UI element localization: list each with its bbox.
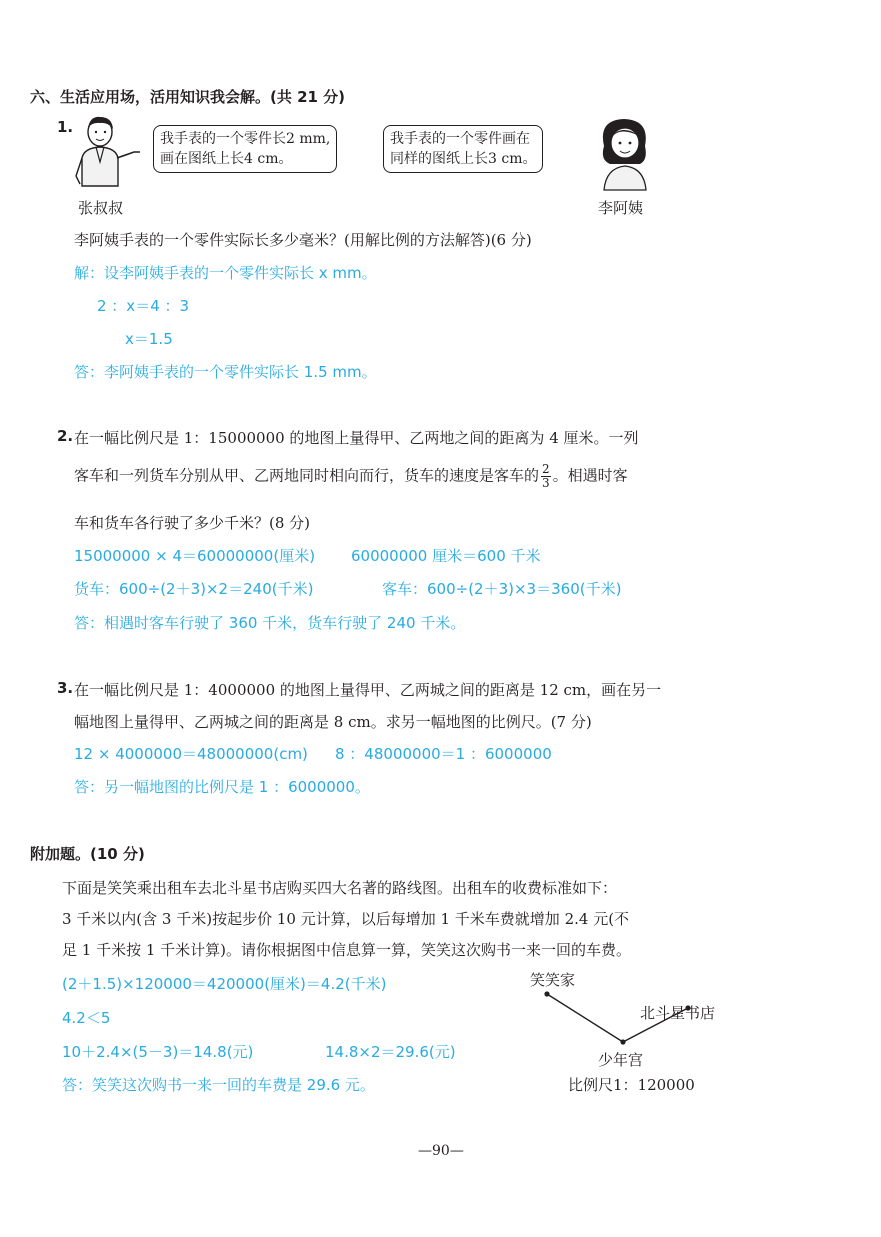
bonus-answer-line1: (2＋1.5)×120000＝420000(厘米)＝4.2(千米) <box>62 975 387 993</box>
aunt-figure-icon <box>590 116 660 192</box>
name-right: 李阿姨 <box>598 199 644 217</box>
q2-answer-line1a: 15000000 × 4＝60000000(厘米) <box>74 547 316 565</box>
uncle-figure-icon <box>68 114 148 194</box>
route-home-palace <box>547 994 623 1042</box>
section-title: 六、生活应用场，活用知识我会解。(共 21 分) <box>30 88 346 106</box>
q3-answer-line1a: 12 × 4000000＝48000000(cm) <box>74 745 308 763</box>
question-number: 3. <box>57 679 74 697</box>
bubble-right-line2: 同样的图纸上长3 cm。 <box>390 151 537 167</box>
speech-bubble-right <box>383 125 543 173</box>
q3-answer-line1b: 8 ：48000000＝1 ：6000000 <box>335 745 552 763</box>
fraction-numerator: 2 <box>542 462 550 476</box>
bonus-text-line1: 下面是笑笑乘出租车去北斗星书店购买四大名著的路线图。出租车的收费标准如下： <box>62 879 618 897</box>
q1-answer-line4: 答：李阿姨手表的一个零件实际长 1.5 mm。 <box>74 363 377 381</box>
bonus-text-line3: 足 1 千米按 1 千米计算)。请你根据图中信息算一算，笑笑这次购书一来一回的车费。 <box>62 941 632 959</box>
fraction <box>541 463 551 490</box>
bubble-left-line1: 我手表的一个零件长2 mm, <box>160 131 331 147</box>
q3-answer-line2: 答：另一幅地图的比例尺是 1 ：6000000。 <box>74 778 370 796</box>
bonus-answer-line3b: 14.8×2＝29.6(元) <box>325 1043 456 1061</box>
q2-text-line2-part1: 客车和一列货车分别从甲、乙两地同时相向而行，货车的速度是客车的 <box>74 466 540 485</box>
q2-text-line1: 在一幅比例尺是 1：15000000 的地图上量得甲、乙两地之间的距离为 4 厘米。一列 <box>74 429 639 447</box>
q2-text-line2 <box>74 463 628 490</box>
map-label-home: 笑笑家 <box>530 971 576 989</box>
question-number: 1. <box>57 118 74 136</box>
q2-answer-line2b: 客车：600÷(2＋3)×3＝360(千米) <box>382 580 622 598</box>
question-number: 2. <box>57 427 74 445</box>
q2-text-line2-part2: 。相遇时客 <box>552 466 628 485</box>
q2-text-line3: 车和货车各行驶了多少千米？(8 分) <box>74 514 311 532</box>
palace-point-icon <box>620 1039 625 1044</box>
q1-answer-line2: 2 ：x＝4 ：3 <box>97 297 190 315</box>
q1-text: 李阿姨手表的一个零件实际长多少毫米？(用解比例的方法解答)(6 分) <box>74 231 532 249</box>
bonus-answer-line4: 答：笑笑这次购书一来一回的车费是 29.6 元。 <box>62 1076 375 1094</box>
home-point-icon <box>544 991 549 996</box>
name-left: 张叔叔 <box>78 199 124 217</box>
bonus-text-line2: 3 千米以内(含 3 千米)按起步价 10 元计算，以后每增加 1 千米车费就增加 2.4 元(不 <box>62 910 630 928</box>
speech-bubble-left <box>153 125 337 173</box>
fraction-denominator: 3 <box>542 476 550 490</box>
q3-text-line2: 幅地图上量得甲、乙两城之间的距离是 8 cm。求另一幅地图的比例尺。(7 分) <box>74 713 592 731</box>
bubble-right-line1: 我手表的一个零件画在 <box>390 131 530 147</box>
q1-answer-line1: 解：设李阿姨手表的一个零件实际长 x mm。 <box>74 264 377 282</box>
bonus-answer-line3a: 10＋2.4×(5－3)＝14.8(元) <box>62 1043 254 1061</box>
page-number: —90— <box>418 1143 464 1159</box>
map-label-store: 北斗星书店 <box>640 1004 716 1022</box>
map-scale: 比例尺1：120000 <box>568 1076 695 1094</box>
bonus-answer-line2: 4.2＜5 <box>62 1009 111 1027</box>
q2-answer-line2a: 货车：600÷(2＋3)×2＝240(千米) <box>74 580 314 598</box>
route-map <box>520 965 760 1100</box>
bonus-title: 附加题。(10 分) <box>30 845 145 863</box>
map-label-palace: 少年宫 <box>598 1051 644 1069</box>
q2-answer-line1b: 60000000 厘米＝600 千米 <box>351 547 541 565</box>
bubble-left-line2: 画在图纸上长4 cm。 <box>160 151 293 167</box>
q2-answer-line3: 答：相遇时客车行驶了 360 千米，货车行驶了 240 千米。 <box>74 614 466 632</box>
q1-answer-line3: x＝1.5 <box>125 330 173 348</box>
q3-text-line1: 在一幅比例尺是 1：4000000 的地图上量得甲、乙两城之间的距离是 12 cm，画在另一 <box>74 681 662 699</box>
